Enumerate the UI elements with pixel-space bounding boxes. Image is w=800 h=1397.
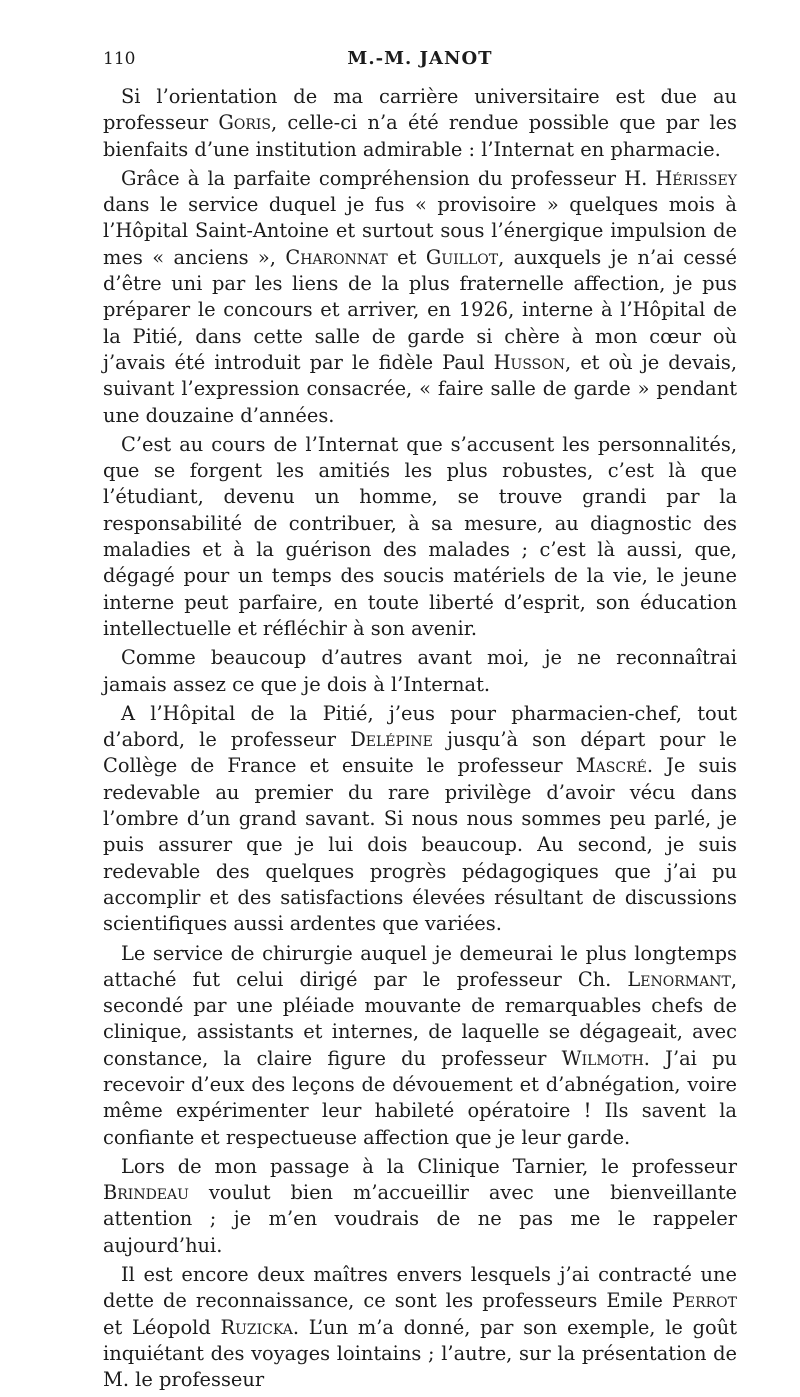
paragraph [103, 1262, 737, 1393]
text-run: Si l’orientation de ma carrière universitaire est due au professeur [103, 85, 737, 135]
paragraph [103, 84, 737, 163]
proper-name: Lenormant [627, 967, 731, 991]
proper-name: Hérissey [655, 166, 737, 190]
paragraph [103, 1154, 737, 1259]
text-run: , secondé par une pléiade mouvante de remarquables chefs de clinique, assistants et internes, de laquelle se dégageait, avec constance, la claire figure du professeur [103, 967, 737, 1070]
text-run: . Je suis redevable au premier du rare privilège d’avoir vécu dans l’ombre d’un grand savant. Si nous nous sommes peu parlé, je puis assurer que je lui dois beaucoup. Au second, je suis redevable des quelques progrès pédagogiques que j’ai pu accomplir et des satisfactions élevées résultant de discussions scientifiques aussi ardentes que variées. [103, 754, 737, 936]
proper-name: Perrot [671, 1289, 737, 1313]
proper-name: Guillot [425, 245, 499, 269]
text-run: . J’ai pu recevoir d’eux des leçons de dévouement et d’abnégation, voire même expérimenter leur habileté opératoire ! Ils savent la confiante et respectueuse affection que je leur garde. [103, 1046, 738, 1149]
text-run: Le service de chirurgie auquel je demeurai le plus longtemps attaché fut celui dirigé par le professeur Ch. [103, 941, 737, 991]
running-title: M.-M. JANOT [347, 48, 493, 69]
text-run: voulut bien m’accueillir avec une bienveillante attention ; je m’en voudrais de ne pas me le rappeler aujourd’hui. [103, 1181, 737, 1257]
text-run: et Léopold [103, 1315, 221, 1339]
text-run: , et où je devais, suivant l’expression consacrée, « faire salle de garde » pendant une douzaine d’années. [103, 350, 737, 427]
text-run: dans le service duquel je fus « provisoire » quelques mois à l’Hôpital Saint-Antoine et surtout sous l’énergique impulsion de mes « anciens », [103, 193, 737, 269]
text-run: C’est au cours de l’Internat que s’accusent les personnalités, que se forgent les amitiés les plus robustes, c’est là que l’étudiant, devenu un homme, se trouve grandi par la responsabilité de contribuer, à sa mesure, au diagnostic des maladies et à la guérison des malades ; c’est là aussi, que, dégagé pour un temps des soucis matériels de la vie, le jeune interne peut parfaire, en toute liberté d’esprit, son éducation intellectuelle et réfléchir à son avenir. [103, 432, 737, 640]
proper-name: Goris [218, 111, 272, 135]
proper-name: Husson [493, 350, 565, 374]
page-header [103, 40, 737, 74]
body-text [103, 84, 737, 1397]
text-run: jusqu’à son départ pour le Collège de France et ensuite le professeur [103, 728, 738, 778]
paragraph [103, 941, 737, 1151]
text-run: A l’Hôpital de la Pitié, j’eus pour pharmacien-chef, tout d’abord, le professeur [103, 701, 737, 752]
text-run: Lors de mon passage à la Clinique Tarnier, le professeur [121, 1154, 737, 1178]
text-run: et [387, 245, 426, 269]
text-run: Il est encore deux maîtres envers lesquels j’ai contracté une dette de reconnaissance, ce sont les professeurs Emile [103, 1263, 737, 1313]
paragraph [103, 645, 737, 698]
proper-name: Brindeau [103, 1181, 189, 1205]
paragraph [103, 432, 737, 642]
page-number: 110 [103, 49, 136, 69]
paragraph [103, 701, 737, 938]
text-run: , auxquels je n’ai cessé d’être uni par les liens de la plus fraternelle affection, je pus préparer le concours et arriver, en 1926, interne à l’Hôpital de la Pitié, dans cette salle de garde si chère à mon cœur où j’avais été introduit par le fidèle Paul [103, 245, 737, 374]
text-run: Comme beaucoup d’autres avant moi, je ne reconnaîtrai jamais assez ce que je dois à l’Internat. [103, 646, 737, 696]
proper-name: Ruzicka [220, 1315, 293, 1339]
proper-name: Mascré [575, 754, 647, 778]
proper-name: Wilmoth [561, 1046, 644, 1070]
proper-name: Charonnat [285, 245, 388, 269]
paragraph [103, 166, 737, 429]
text-run: . L’un m’a donné, par son exemple, le goût inquiétant des voyages lointains ; l’autre, sur la présentation de M. le professeur [103, 1315, 737, 1392]
proper-name: Delépine [350, 728, 433, 752]
text-run: Grâce à la parfaite compréhension du professeur H. [121, 166, 656, 190]
text-run: , celle-ci n’a été rendue possible que par les bienfaits d’une institution admirable : l’Internat en pharmacie. [103, 111, 737, 161]
